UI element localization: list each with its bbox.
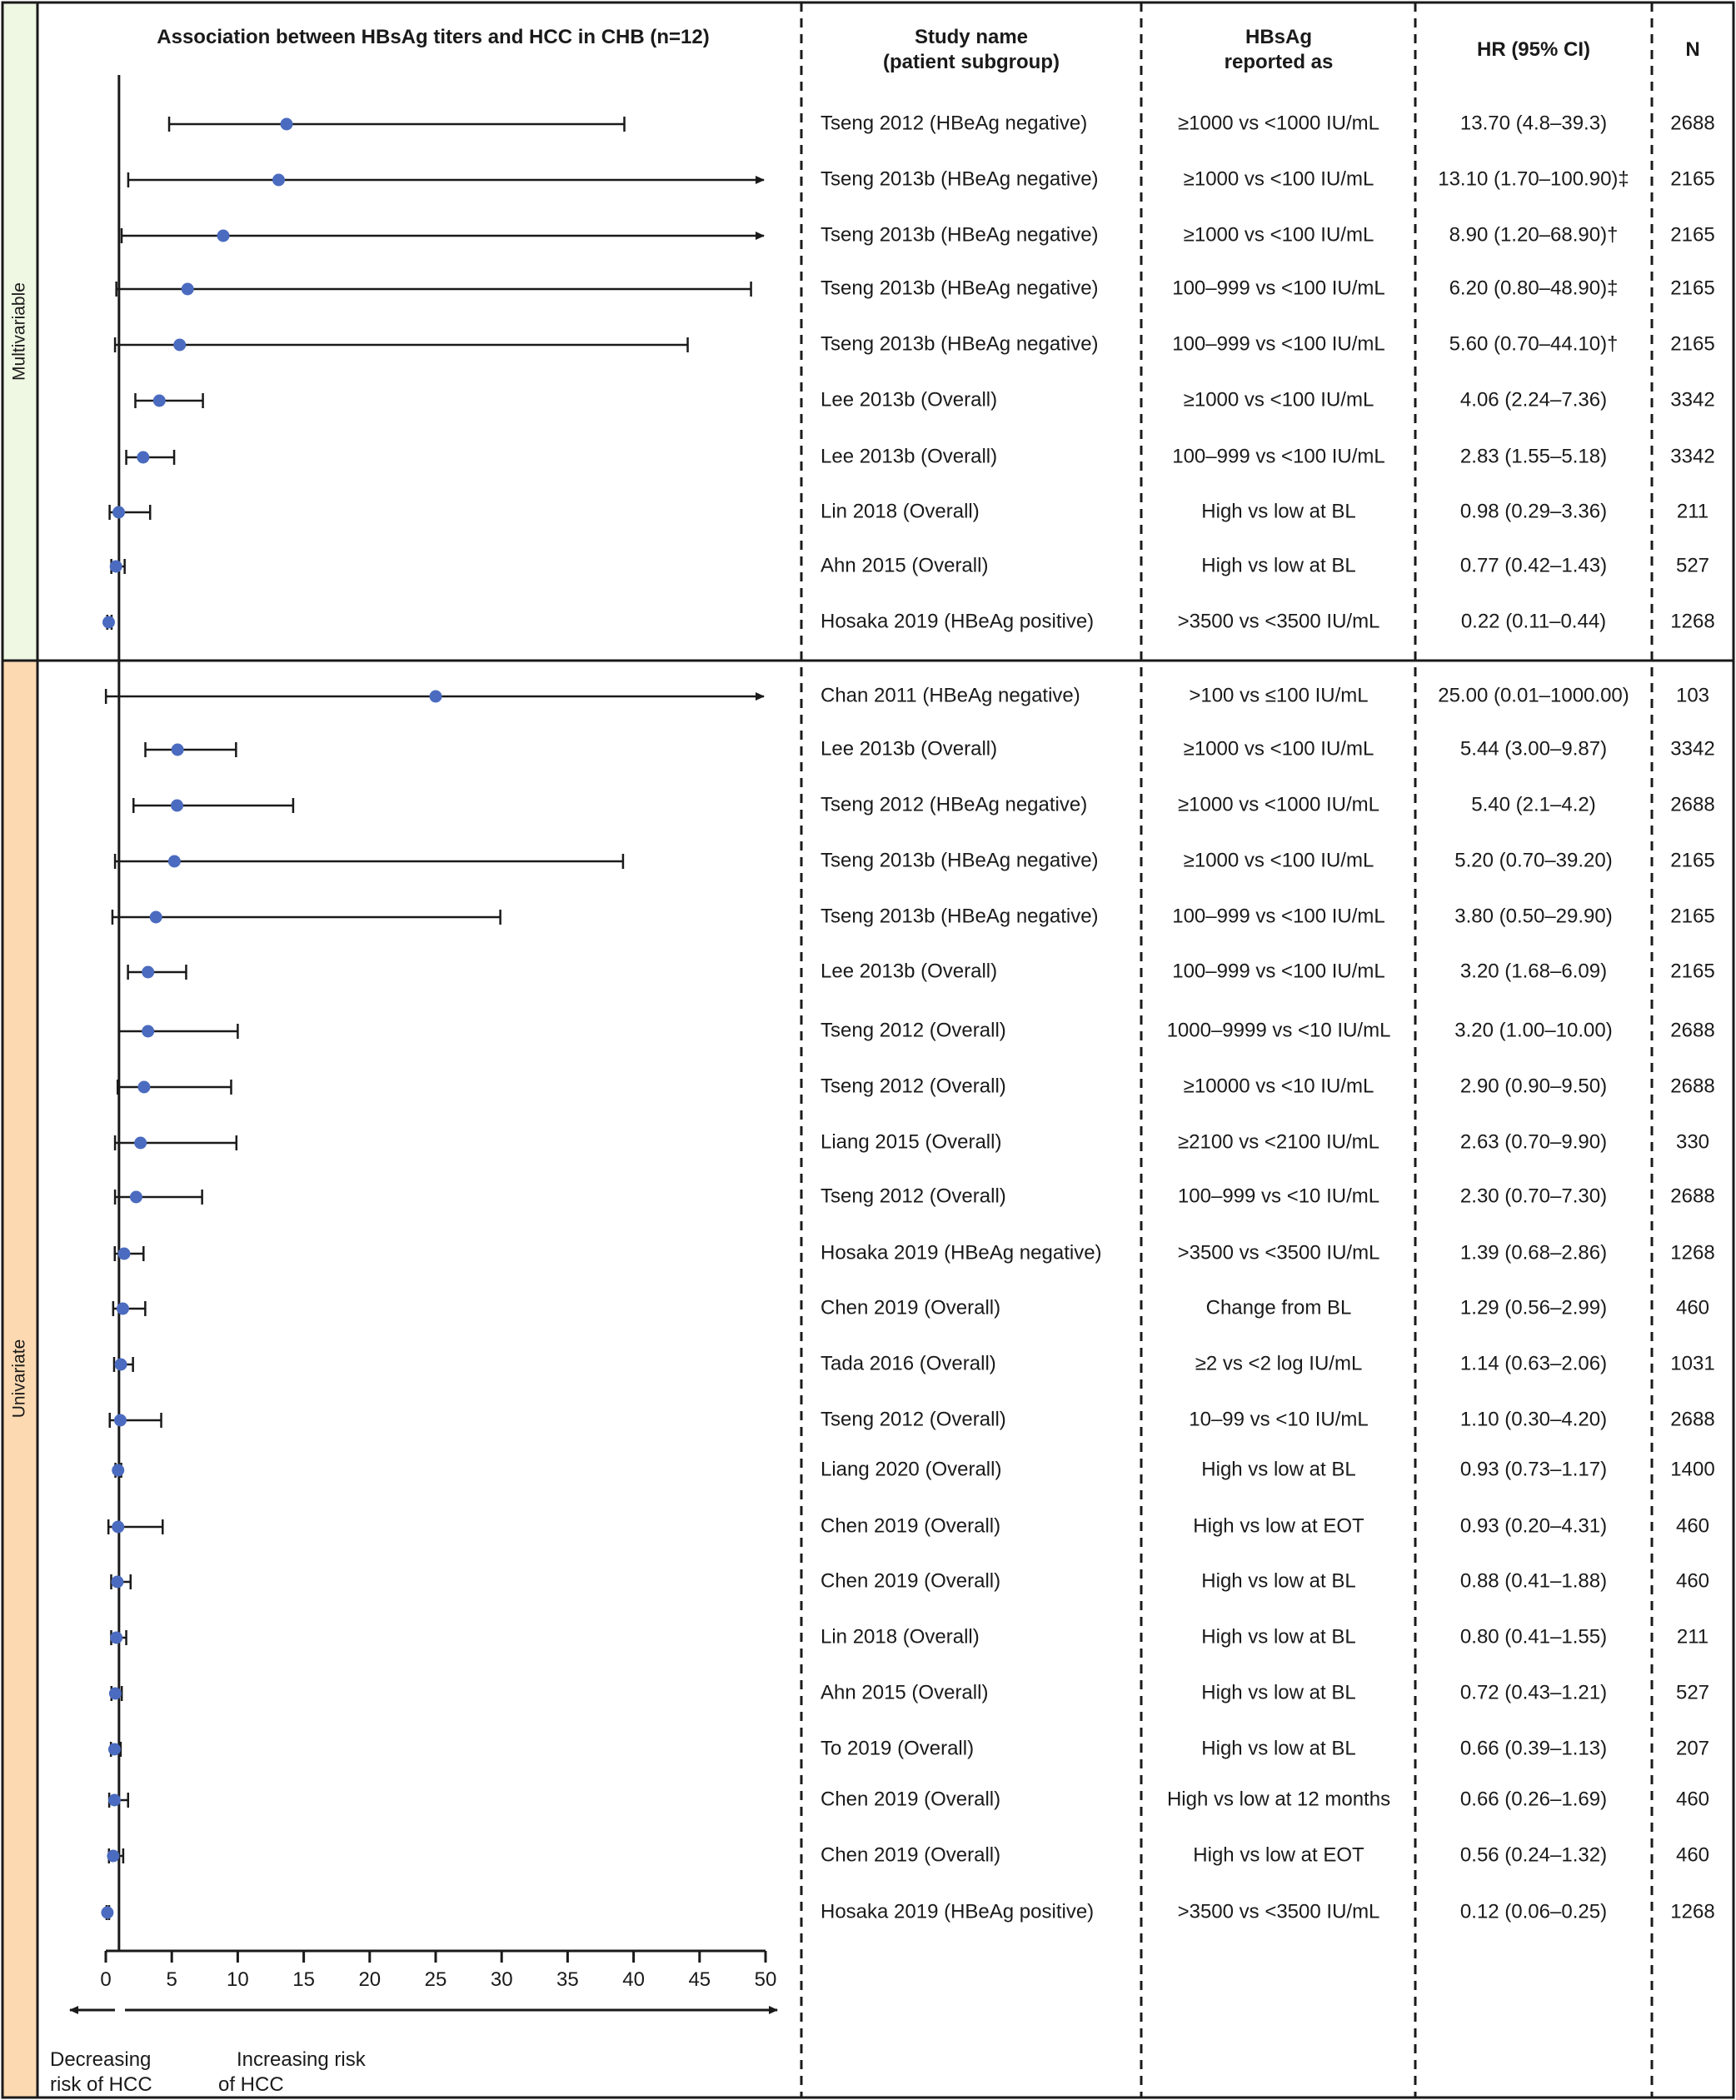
n-cell: 2688 (1670, 112, 1715, 135)
x-tick-label: 35 (556, 1968, 579, 1991)
hr-point (137, 1081, 150, 1094)
forest-row (115, 1241, 1715, 1264)
hr-ci-cell: 1.29 (0.56–2.99) (1459, 1296, 1608, 1319)
hr-ci-cell: 0.56 (0.24–1.32) (1459, 1843, 1608, 1867)
hr-ci-cell: 2.90 (0.90–9.50) (1459, 1075, 1608, 1098)
x-tick-label: 30 (490, 1968, 513, 1991)
reported-as-cell: 100–999 vs <100 IU/mL (1172, 960, 1385, 983)
hr-ci-cell: 0.80 (0.41–1.55) (1459, 1625, 1608, 1649)
hr-point (107, 1850, 119, 1863)
study-name-cell: Tseng 2012 (Overall) (821, 1019, 1006, 1042)
hr-point (115, 1359, 127, 1371)
header-study-name: Study name (914, 26, 1029, 48)
x-tick-label: 10 (227, 1968, 249, 1991)
reported-as-cell: High vs low at BL (1201, 1681, 1356, 1704)
hr-point (109, 1688, 122, 1700)
hr-ci-cell: 0.72 (0.43–1.21) (1459, 1681, 1608, 1704)
hr-point (108, 1794, 121, 1807)
forest-row (122, 223, 1715, 246)
study-name-cell: Chen 2019 (Overall) (821, 1843, 1001, 1867)
reported-as-cell: >100 vs ≤100 IU/mL (1189, 684, 1369, 707)
study-name-cell: Ahn 2015 (Overall) (821, 1681, 989, 1704)
n-cell: 3342 (1670, 445, 1715, 468)
reported-as-cell: >3500 vs <3500 IU/mL (1177, 1900, 1380, 1923)
forest-row (115, 1185, 1715, 1207)
reported-as-cell: >3500 vs <3500 IU/mL (1177, 1241, 1380, 1264)
hr-ci-cell: 2.63 (0.70–9.90) (1459, 1130, 1608, 1154)
forest-row (112, 1458, 1714, 1480)
study-name-cell: Tseng 2013b (HBeAg negative) (821, 223, 1099, 247)
reported-as-cell: >3500 vs <3500 IU/mL (1177, 610, 1380, 633)
reported-as-cell: Change from BL (1205, 1296, 1352, 1319)
forest-row (115, 849, 1715, 871)
x-tick-label: 45 (688, 1968, 711, 1991)
n-cell: 211 (1676, 500, 1709, 523)
n-cell: 2688 (1670, 1019, 1715, 1042)
forest-row (107, 1843, 1709, 1866)
n-cell: 2165 (1670, 277, 1715, 300)
study-name-cell: Chen 2019 (Overall) (821, 1514, 1001, 1538)
forest-row (112, 905, 1715, 927)
study-name-cell: Lin 2018 (Overall) (821, 1625, 980, 1649)
forest-row (127, 445, 1715, 467)
reported-as-cell: 10–99 vs <10 IU/mL (1189, 1408, 1369, 1431)
forest-row (146, 737, 1715, 760)
forest-row (128, 167, 1715, 190)
hr-point (114, 1414, 127, 1427)
forest-rows (101, 112, 1714, 1923)
header-reported-as: reported as (1224, 51, 1334, 73)
hr-point (171, 800, 183, 812)
forest-row (119, 1019, 1715, 1041)
reported-as-cell: High vs low at BL (1201, 500, 1356, 523)
study-name-cell: Tseng 2012 (HBeAg negative) (821, 112, 1088, 135)
hr-ci-cell: 3.20 (1.68–6.09) (1459, 960, 1608, 983)
hr-point (217, 230, 229, 242)
reported-as-cell: High vs low at 12 months (1166, 1788, 1391, 1811)
forest-row (110, 554, 1709, 576)
n-cell: 527 (1675, 1681, 1710, 1704)
hr-ci-cell: 0.98 (0.29–3.36) (1459, 500, 1608, 523)
study-name-cell: Lee 2013b (Overall) (821, 737, 998, 761)
hr-point (112, 1521, 124, 1534)
n-cell: 2165 (1670, 167, 1715, 191)
n-cell: 3342 (1670, 388, 1715, 412)
forest-row (113, 1296, 1709, 1319)
study-name-cell: Lee 2013b (Overall) (821, 960, 998, 983)
reported-as-cell: High vs low at BL (1201, 1569, 1356, 1593)
study-name-cell: Lee 2013b (Overall) (821, 445, 998, 468)
forest-row (110, 1408, 1715, 1430)
forest-row (108, 1514, 1709, 1537)
header-n: N (1685, 38, 1700, 61)
hr-ci-cell: 13.70 (4.8–39.3) (1459, 112, 1608, 135)
hr-ci-cell: 4.06 (2.24–7.36) (1459, 388, 1608, 412)
reported-as-cell: High vs low at EOT (1193, 1514, 1364, 1538)
group-label-univariate: Univariate (9, 1339, 29, 1419)
n-cell: 1400 (1670, 1458, 1715, 1481)
study-name-cell: Tseng 2013b (HBeAg negative) (821, 167, 1099, 191)
hr-point (117, 1303, 129, 1315)
study-name-cell: Tseng 2013b (HBeAg negative) (821, 332, 1099, 356)
reported-as-cell: High vs low at BL (1201, 554, 1356, 577)
forest-row (115, 1130, 1709, 1153)
hr-ci-cell: 13.10 (1.70–100.90)‡ (1438, 167, 1629, 191)
hr-ci-cell: 0.77 (0.42–1.43) (1459, 554, 1608, 577)
increasing-risk-label-line2: of HCC (218, 2073, 284, 2096)
hr-point (173, 339, 186, 352)
forest-row (115, 332, 1715, 355)
reported-as-cell: ≥1000 vs <100 IU/mL (1183, 737, 1374, 761)
forest-row (117, 1075, 1714, 1097)
n-cell: 2165 (1670, 849, 1715, 872)
hr-ci-cell: 3.20 (1.00–10.00) (1454, 1019, 1613, 1042)
study-name-cell: Lee 2013b (Overall) (821, 388, 998, 412)
hr-ci-cell: 2.83 (1.55–5.18) (1459, 445, 1608, 468)
hr-ci-cell: 25.00 (0.01–1000.00) (1438, 684, 1629, 707)
n-cell: 211 (1676, 1625, 1709, 1649)
hr-ci-cell: 5.20 (0.70–39.20) (1454, 849, 1613, 872)
hr-point (102, 616, 115, 629)
forest-row (114, 1352, 1715, 1374)
x-tick-label: 25 (424, 1968, 447, 1991)
forest-row (128, 960, 1715, 982)
reported-as-cell: 100–999 vs <100 IU/mL (1172, 445, 1385, 468)
hr-point (172, 744, 184, 756)
n-cell: 207 (1675, 1737, 1710, 1760)
study-name-cell: To 2019 (Overall) (821, 1737, 975, 1760)
hr-point (430, 691, 442, 703)
reported-as-cell: High vs low at BL (1201, 1737, 1356, 1760)
n-cell: 2165 (1670, 332, 1715, 356)
n-cell: 527 (1675, 554, 1710, 577)
n-cell: 2688 (1670, 1408, 1715, 1431)
hr-ci-cell: 0.66 (0.39–1.13) (1459, 1737, 1608, 1760)
reported-as-cell: ≥1000 vs <1000 IU/mL (1178, 793, 1379, 816)
n-cell: 1268 (1670, 610, 1715, 633)
hr-point (272, 174, 285, 187)
increasing-risk-label-line1: Increasing risk (237, 2048, 366, 2071)
n-cell: 2165 (1670, 223, 1715, 247)
hr-point (111, 1576, 123, 1589)
n-cell: 460 (1675, 1569, 1710, 1593)
n-cell: 330 (1675, 1130, 1710, 1154)
study-name-cell: Hosaka 2019 (HBeAg positive) (821, 1900, 1095, 1923)
study-name-cell: Tada 2016 (Overall) (821, 1352, 996, 1375)
forest-row (133, 793, 1714, 816)
hr-ci-cell: 0.93 (0.20–4.31) (1459, 1514, 1608, 1538)
n-cell: 2165 (1670, 905, 1715, 928)
reported-as-cell: 100–999 vs <10 IU/mL (1177, 1185, 1380, 1208)
reported-as-cell: High vs low at BL (1201, 1458, 1356, 1481)
reported-as-cell: High vs low at EOT (1193, 1843, 1364, 1867)
hr-ci-cell: 0.93 (0.73–1.17) (1459, 1458, 1608, 1481)
hr-ci-cell: 0.88 (0.41–1.88) (1459, 1569, 1608, 1593)
hr-ci-cell: 0.12 (0.06–0.25) (1459, 1900, 1608, 1923)
hr-point (110, 561, 122, 573)
reported-as-cell: ≥1000 vs <1000 IU/mL (1178, 112, 1379, 135)
forest-row (169, 112, 1715, 134)
n-cell: 460 (1675, 1296, 1710, 1319)
study-name-cell: Tseng 2013b (HBeAg negative) (821, 905, 1099, 928)
study-name-cell: Hosaka 2019 (HBeAg positive) (821, 610, 1095, 633)
n-cell: 2688 (1670, 793, 1715, 816)
x-tick-label: 40 (622, 1968, 645, 1991)
figure-frame (2, 2, 1734, 2098)
group-label-multivariable: Multivariable (9, 282, 29, 381)
study-name-cell: Chen 2019 (Overall) (821, 1788, 1001, 1811)
hr-ci-cell: 3.80 (0.50–29.90) (1454, 905, 1613, 928)
hr-point (108, 1743, 121, 1756)
x-tick-label: 5 (166, 1968, 177, 1991)
hr-point (153, 395, 166, 407)
hr-point (112, 1464, 124, 1477)
hr-point (101, 1907, 113, 1919)
n-cell: 460 (1675, 1788, 1710, 1811)
hr-ci-cell: 8.90 (1.20–68.90)† (1449, 223, 1619, 247)
study-name-cell: Liang 2015 (Overall) (821, 1130, 1002, 1154)
hr-point (112, 506, 125, 519)
hr-point (137, 451, 149, 464)
study-name-cell: Hosaka 2019 (HBeAg negative) (821, 1241, 1102, 1264)
decreasing-risk-label-line1: Decreasing (50, 2048, 152, 2071)
reported-as-cell: ≥2 vs <2 log IU/mL (1195, 1352, 1363, 1375)
forest-row (106, 684, 1709, 706)
forest-row (109, 1681, 1709, 1703)
study-name-cell: Liang 2020 (Overall) (821, 1458, 1002, 1481)
x-tick-label: 0 (100, 1968, 112, 1991)
reported-as-cell: 100–999 vs <100 IU/mL (1172, 905, 1385, 928)
hr-point (130, 1191, 142, 1204)
reported-as-cell: 100–999 vs <100 IU/mL (1172, 277, 1385, 300)
x-axis-ticks (100, 1951, 776, 1991)
x-tick-label: 15 (292, 1968, 315, 1991)
reported-as-cell: ≥1000 vs <100 IU/mL (1183, 223, 1374, 247)
study-name-cell: Chen 2019 (Overall) (821, 1296, 1001, 1319)
study-name-cell: Lin 2018 (Overall) (821, 500, 980, 523)
study-name-cell: Tseng 2012 (HBeAg negative) (821, 793, 1088, 816)
forest-row (110, 500, 1709, 522)
reported-as-cell: ≥1000 vs <100 IU/mL (1183, 167, 1374, 191)
forest-row (117, 277, 1715, 299)
forest-row (110, 1625, 1709, 1648)
n-cell: 1268 (1670, 1241, 1715, 1264)
study-name-cell: Tseng 2012 (Overall) (821, 1408, 1006, 1431)
study-name-cell: Tseng 2013b (HBeAg negative) (821, 849, 1099, 872)
hr-point (110, 1632, 122, 1644)
n-cell: 1268 (1670, 1900, 1715, 1923)
header-patient-subgroup: (patient subgroup) (883, 51, 1060, 73)
x-tick-label: 20 (358, 1968, 382, 1991)
n-cell: 1031 (1670, 1352, 1715, 1375)
forest-row (101, 1900, 1714, 1923)
n-cell: 460 (1675, 1843, 1710, 1867)
reported-as-cell: High vs low at BL (1201, 1625, 1356, 1649)
hr-ci-cell: 1.39 (0.68–2.86) (1459, 1241, 1608, 1264)
reported-as-cell: ≥2100 vs <2100 IU/mL (1178, 1130, 1379, 1154)
hr-ci-cell: 5.40 (2.1–4.2) (1471, 793, 1596, 816)
reported-as-cell: 1000–9999 vs <10 IU/mL (1166, 1019, 1391, 1042)
hr-ci-cell: 5.44 (3.00–9.87) (1459, 737, 1608, 761)
forest-row (135, 388, 1714, 411)
x-tick-label: 50 (754, 1968, 777, 1991)
hr-point (182, 283, 194, 296)
hr-ci-cell: 1.14 (0.63–2.06) (1459, 1352, 1608, 1375)
hr-point (150, 911, 162, 924)
n-cell: 2688 (1670, 1185, 1715, 1208)
hr-point (168, 855, 181, 868)
study-name-cell: Chen 2019 (Overall) (821, 1569, 1001, 1593)
n-cell: 3342 (1670, 737, 1715, 761)
n-cell: 2165 (1670, 960, 1715, 983)
header-hbsag: HBsAg (1245, 26, 1313, 48)
header-hr-ci: HR (95% CI) (1476, 38, 1591, 61)
hr-point (281, 118, 293, 131)
reported-as-cell: 100–999 vs <100 IU/mL (1172, 332, 1385, 356)
forest-row (111, 1569, 1709, 1592)
reported-as-cell: ≥10000 vs <10 IU/mL (1183, 1075, 1374, 1098)
hr-ci-cell: 0.66 (0.26–1.69) (1459, 1788, 1608, 1811)
study-name-cell: Ahn 2015 (Overall) (821, 554, 989, 577)
study-name-cell: Tseng 2012 (Overall) (821, 1075, 1006, 1098)
reported-as-cell: ≥1000 vs <100 IU/mL (1183, 388, 1374, 412)
hr-ci-cell: 5.60 (0.70–44.10)† (1449, 332, 1619, 356)
n-cell: 103 (1675, 684, 1710, 707)
forest-row (108, 1737, 1709, 1759)
study-name-cell: Tseng 2012 (Overall) (821, 1185, 1006, 1208)
hr-point (142, 1025, 154, 1038)
decreasing-risk-label-line2: risk of HCC (50, 2073, 152, 2096)
reported-as-cell: ≥1000 vs <100 IU/mL (1183, 849, 1374, 872)
hr-ci-cell: 6.20 (0.80–48.90)‡ (1449, 277, 1619, 300)
study-name-cell: Tseng 2013b (HBeAg negative) (821, 277, 1099, 300)
hr-ci-cell: 1.10 (0.30–4.20) (1459, 1408, 1608, 1431)
hr-point (142, 966, 154, 979)
hr-ci-cell: 2.30 (0.70–7.30) (1459, 1185, 1608, 1208)
hr-ci-cell: 0.22 (0.11–0.44) (1460, 610, 1607, 633)
study-name-cell: Chan 2011 (HBeAg negative) (821, 684, 1080, 707)
hr-point (134, 1137, 147, 1150)
forest-row (102, 610, 1715, 632)
plot-title: Association between HBsAg titers and HCC in CHB (n=12) (157, 26, 710, 48)
hr-point (118, 1248, 131, 1260)
n-cell: 460 (1675, 1514, 1710, 1538)
n-cell: 2688 (1670, 1075, 1715, 1098)
forest-row (108, 1788, 1709, 1810)
